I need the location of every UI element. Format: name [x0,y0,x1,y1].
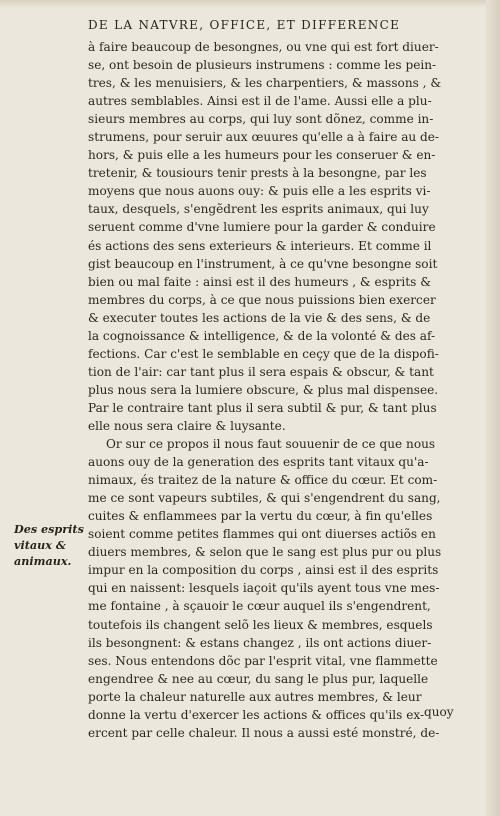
page-top-shadow [0,0,500,8]
text-line: qui en naissent: lesquels iaçoit qu'ils ayent tous vne mes- [88,581,440,596]
text-line: auons ouy de la generation des esprits tant vitaux qu'a- [88,455,429,470]
text-line: me ce sont vapeurs subtiles, & qui s'engendrent du sang, [88,491,441,506]
text-line: bien ou mal faite : ainsi est il des humeurs , & esprits & [88,274,431,289]
text-line: engendree & nee au cœur, du sang le plus pur, laquelle [88,671,429,686]
running-head: DE LA NATVRE, OFFICE, ET DIFFERENCE [88,18,401,32]
text-line: se, ont besoin de plusieurs instrumens : comme les pein- [88,58,437,73]
text-line: tres, & les menuisiers, & les charpentiers, & massons , & [88,76,442,91]
text-line: nimaux, és traitez de la nature & office du cœur. Et com- [88,473,438,488]
text-line: donne la vertu d'exercer les actions & offices qu'ils ex- [88,707,425,722]
text-line: membres du corps, à ce que nous puissions bien exercer [88,292,436,307]
text-line: & executer toutes les actions de la vie & des sens, & de [88,310,431,325]
text-line: elle nous sera claire & luysante. [88,418,286,433]
text-line: porte la chaleur naturelle aux autres membres, & leur [88,689,422,704]
text-line: diuers membres, & selon que le sang est plus pur ou plus [88,545,442,560]
text-line: plus nous sera la lumiere obscure, & plus mal dispensee. [88,382,439,397]
text-line: toutefois ils changent selõ les lieux & membres, esquels [88,617,433,632]
text-line: ses. Nous entendons dõc par l'esprit vital, vne flammette [88,653,438,668]
paragraph-first-line: Or sur ce propos il nous faut souuenir de ce que nous [106,437,436,452]
text-line: ils besongnent: & estans changez , ils ont actions diuer- [88,635,432,650]
text-line: taux, desquels, s'engẽdrent les esprits animaux, qui luy [88,202,429,217]
text-line: fections. Car c'est le semblable en ceçy que de la dispofi- [88,346,439,361]
text-line: à faire beaucoup de besongnes, ou vne qui est fort diuer- [88,40,439,54]
text-line: seruent comme d'vne lumiere pour la garder & conduire [88,220,436,235]
text-line: és actions des sens exterieurs & interieurs. Et comme il [88,238,432,253]
text-line: tion de l'air: car tant plus il sera espais & obscur, & tant [88,364,434,379]
text-line: me fontaine , à sçauoir le cœur auquel ils s'engendrent, [88,599,431,614]
text-line: cuites & enflammees par la vertu du cœur, à fin qu'elles [88,509,433,524]
margin-note-line: animaux. [14,554,72,568]
text-line: impur en la composition du corps , ainsi est il des esprits [88,563,439,578]
text-line: Par le contraire tant plus il sera subtil & pur, & tant plus [88,400,437,415]
text-line: tretenir, & tousiours tenir prests à la besongne, par les [88,166,427,181]
text-line: autres semblables. Ainsi est il de l'ame. Aussi elle a plu- [88,94,432,109]
catchword: quoy [424,705,454,719]
text-line: soient comme petites flammes qui ont diuerses actiõs en [88,527,436,542]
text-line: hors, & puis elle a les humeurs pour les conseruer & en- [88,148,436,163]
page-edge-shadow [486,0,500,816]
margin-note-line: Des esprits [14,522,84,536]
text-line: la cognoissance & intelligence, & de la volonté & des af- [88,328,436,343]
text-line: sieurs membres au corps, qui luy sont dõnez, comme in- [88,112,434,127]
text-line: ercent par celle chaleur. Il nous a aussi esté monstré, de- [88,725,440,740]
margin-note-line: vitaux & [14,538,66,552]
text-line: gist beaucoup en l'instrument, à ce qu'vne besongne soit [88,256,438,271]
text-line: strumens, pour seruir aux œuures qu'elle a à faire au de- [88,130,440,145]
text-line: moyens que nous auons ouy: & puis elle a les esprits vi- [88,184,431,199]
margin-note [14,521,84,569]
body-text [88,38,460,742]
